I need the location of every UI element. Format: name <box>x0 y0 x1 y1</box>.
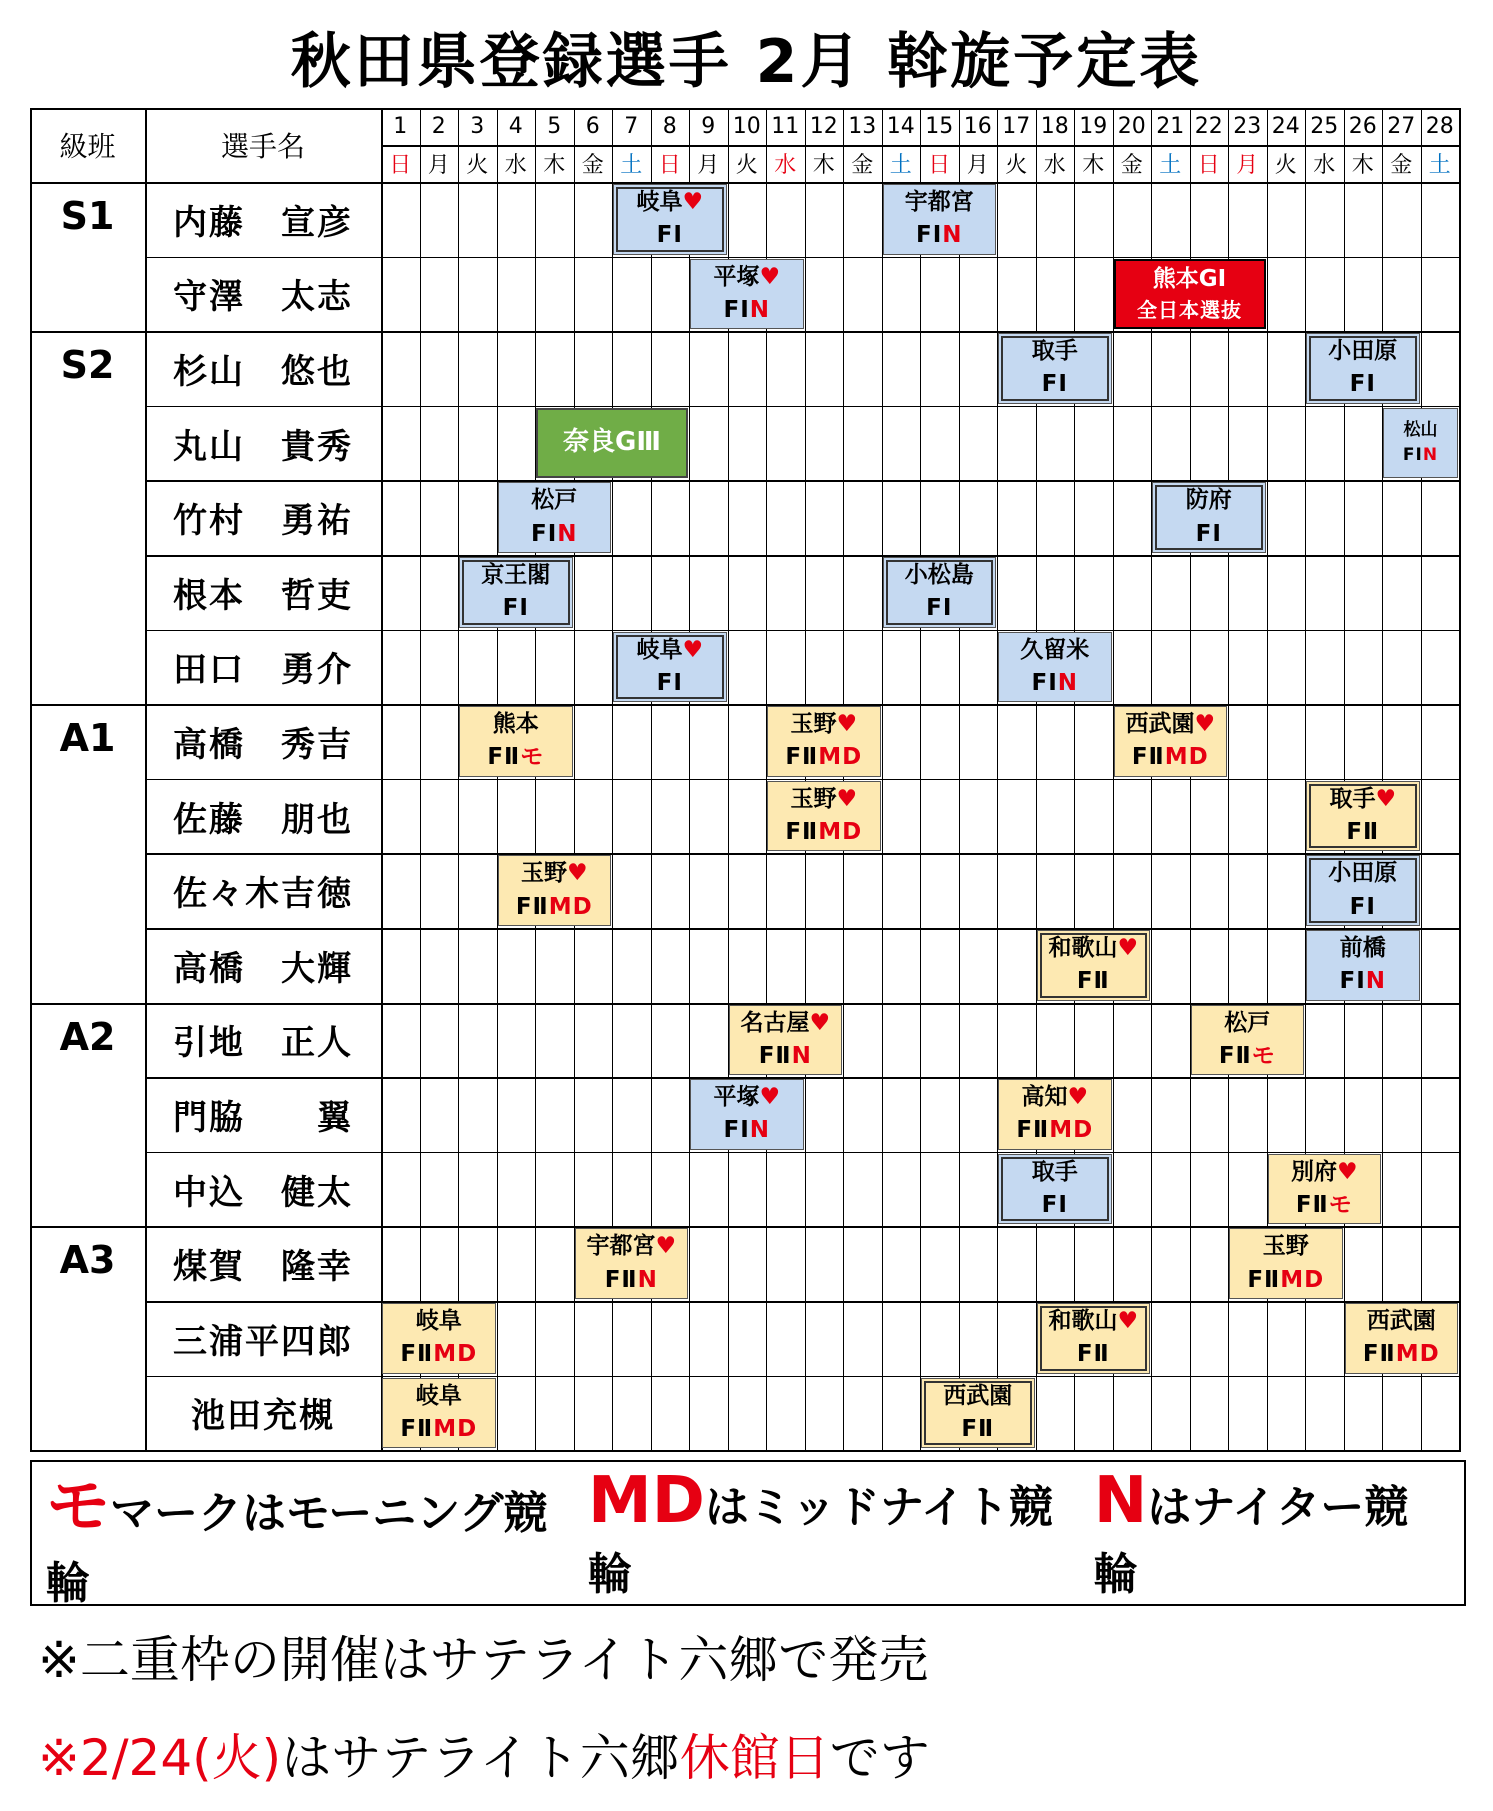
heart-icon: ♥ <box>1336 1158 1358 1185</box>
event-type-mark: MD <box>1164 744 1209 771</box>
grid-line <box>30 108 32 1450</box>
event-venue: 高知♥ <box>1021 1084 1089 1111</box>
rider-name: 根本 哲吏 <box>173 575 353 616</box>
event-grade: FⅠ <box>1349 893 1376 920</box>
event-type-mark: MD <box>433 1341 478 1368</box>
heart-icon: ♥ <box>809 1009 831 1036</box>
event-block <box>536 408 688 479</box>
event-grade: FⅡMD <box>1131 744 1209 771</box>
day-number: 13 <box>848 114 877 139</box>
heart-icon: ♥ <box>1375 785 1397 812</box>
grid-line <box>805 108 806 1450</box>
event-grade: FⅠN <box>1402 445 1439 466</box>
day-weekday: 月 <box>697 153 720 178</box>
day-number: 9 <box>701 114 716 139</box>
event-venue: 小田原 <box>1328 338 1398 365</box>
event-block <box>613 184 727 255</box>
grid-line <box>145 853 1461 855</box>
event-grade: FⅠN <box>1339 968 1387 995</box>
event-grade: FⅡN <box>604 1266 658 1293</box>
event-block <box>1229 1228 1343 1299</box>
day-weekday: 木 <box>1351 153 1374 178</box>
legend-morning <box>46 1455 588 1611</box>
heart-icon: ♥ <box>759 1084 781 1111</box>
event-grade: FⅠN <box>723 296 771 323</box>
legend-morning-text: マークはモーニング競輪 <box>46 1488 548 1609</box>
day-weekday: 土 <box>1428 153 1451 178</box>
grid-line <box>1344 108 1345 1450</box>
day-weekday: 金 <box>1390 153 1413 178</box>
day-weekday: 水 <box>504 153 527 178</box>
event-venue: 京王閣 <box>481 561 551 588</box>
page-title: 秋田県登録選手 2月 斡旋予定表 <box>290 27 1203 97</box>
day-number: 6 <box>585 114 600 139</box>
event-venue: 西武園 <box>1366 1307 1436 1334</box>
event-block <box>690 259 804 330</box>
event-type-mark: MD <box>548 893 593 920</box>
rider-name: 守澤 太志 <box>173 277 353 318</box>
day-number: 2 <box>431 114 446 139</box>
day-weekday: 月 <box>1236 153 1259 178</box>
day-number: 26 <box>1348 114 1377 139</box>
heart-icon: ♥ <box>1117 1307 1139 1334</box>
event-block <box>498 855 612 926</box>
event-venue: 西武園♥ <box>1125 711 1216 738</box>
grid-line <box>1421 108 1422 1450</box>
grid-line <box>959 108 960 1450</box>
event-venue: 別府♥ <box>1290 1158 1358 1185</box>
day-number: 20 <box>1117 114 1146 139</box>
day-weekday: 木 <box>812 153 835 178</box>
event-type-mark: モ <box>520 744 545 771</box>
grid-line <box>1036 108 1037 1450</box>
rider-name: 田口 勇介 <box>173 650 353 691</box>
grid-line <box>997 108 998 1450</box>
event-grade: FⅡMD <box>1016 1117 1094 1144</box>
event-type-mark: MD <box>1049 1117 1094 1144</box>
grid-line <box>1459 108 1461 1450</box>
event-block <box>459 706 573 777</box>
event-block <box>1306 855 1420 926</box>
event-block <box>613 632 727 703</box>
event-grade: FⅠ <box>1041 371 1068 398</box>
day-number: 16 <box>963 114 992 139</box>
event-grade: FⅠ <box>656 222 683 249</box>
event-block <box>382 1303 496 1374</box>
rider-name: 丸山 貴秀 <box>173 426 353 467</box>
legend-midnight-mark: MD <box>588 1464 705 1538</box>
note-closed-highlight: 休館日 <box>679 1729 830 1787</box>
legend-midnight-text: はミッドナイト競輪 <box>588 1482 1053 1600</box>
day-number: 28 <box>1425 114 1454 139</box>
grid-line <box>30 704 1461 706</box>
event-grade: FⅡMD <box>785 744 863 771</box>
event-venue: 玉野♥ <box>790 711 858 738</box>
header-class: 級班 <box>59 130 116 163</box>
grid-line <box>381 108 383 1450</box>
class-label: S1 <box>60 194 115 238</box>
event-type-mark: N <box>1057 669 1079 696</box>
event-grade: FⅡ <box>1076 1341 1110 1368</box>
event-block <box>459 557 573 628</box>
event-block <box>498 482 612 553</box>
day-weekday: 火 <box>735 153 758 178</box>
event-block <box>1037 1303 1151 1374</box>
event-type-mark: N <box>749 296 771 323</box>
event-grade: FⅠN <box>915 222 963 249</box>
event-venue: 小松島 <box>904 561 974 588</box>
grid-line <box>497 108 498 1450</box>
event-type-mark: MD <box>1280 1266 1325 1293</box>
event-block <box>1191 1005 1305 1076</box>
event-venue: 平塚♥ <box>713 263 781 290</box>
event-block <box>1383 408 1458 479</box>
event-venue: 岐阜♥ <box>636 188 704 215</box>
event-type-mark: モ <box>1328 1192 1353 1219</box>
day-weekday: 水 <box>1313 153 1336 178</box>
event-grade: FⅡN <box>758 1042 812 1069</box>
event-venue: 平塚♥ <box>713 1084 781 1111</box>
grid-line <box>145 1376 1461 1378</box>
grid-line <box>30 1450 1461 1452</box>
note-closed-middle: はサテライト六郷 <box>281 1729 680 1787</box>
rider-name: 引地 正人 <box>173 1023 353 1064</box>
note-closed-day <box>38 1718 930 1790</box>
legend-midnight <box>588 1464 1094 1602</box>
day-number: 17 <box>1002 114 1031 139</box>
day-weekday: 土 <box>889 153 912 178</box>
heart-icon: ♥ <box>836 711 858 738</box>
rider-name: 中込 健太 <box>173 1172 353 1213</box>
day-number: 23 <box>1233 114 1262 139</box>
heart-icon: ♥ <box>1194 711 1216 738</box>
rider-name: 煤賀 隆幸 <box>173 1247 353 1288</box>
event-grade: FⅡMD <box>400 1341 478 1368</box>
event-block <box>998 1079 1112 1150</box>
event-block <box>1345 1303 1459 1374</box>
event-type-mark: モ <box>1251 1042 1276 1069</box>
heart-icon: ♥ <box>682 188 704 215</box>
day-number: 19 <box>1079 114 1108 139</box>
event-type-mark: N <box>1365 968 1387 995</box>
day-weekday: 火 <box>1274 153 1297 178</box>
grid-line <box>30 331 1461 333</box>
event-type-mark: MD <box>433 1415 478 1442</box>
event-venue: 宇都宮 <box>904 188 974 215</box>
day-number: 8 <box>662 114 677 139</box>
day-weekday: 水 <box>1043 153 1066 178</box>
day-number: 4 <box>508 114 523 139</box>
day-number: 3 <box>470 114 485 139</box>
event-grade: FⅠN <box>1031 669 1079 696</box>
event-type-mark: N <box>637 1266 658 1293</box>
event-type-mark: N <box>791 1042 812 1069</box>
event-grade: FⅡMD <box>785 819 863 846</box>
day-weekday: 日 <box>389 153 412 178</box>
grid-line <box>882 108 883 1450</box>
event-venue: 玉野♥ <box>520 860 588 887</box>
event-venue: 取手♥ <box>1329 785 1397 812</box>
event-block <box>921 1378 1035 1449</box>
event-grade: FⅠN <box>723 1117 771 1144</box>
event-block <box>998 1154 1112 1225</box>
event-block <box>690 1079 804 1150</box>
event-grade: FⅠ <box>1195 520 1222 547</box>
class-label: S2 <box>60 343 115 388</box>
event-block <box>1306 930 1420 1001</box>
event-block <box>1306 333 1420 404</box>
day-weekday: 水 <box>774 153 797 178</box>
day-weekday: 金 <box>581 153 604 178</box>
grid-line <box>30 108 1461 110</box>
legend-morning-mark: モ <box>46 1470 110 1544</box>
header-name: 選手名 <box>220 130 305 163</box>
event-venue: 岐阜♥ <box>636 636 704 663</box>
grid-line <box>145 1301 1461 1303</box>
day-weekday: 土 <box>620 153 643 178</box>
day-weekday: 木 <box>543 153 566 178</box>
event-type-mark: N <box>942 222 963 249</box>
class-label: A1 <box>59 716 116 761</box>
legend-nighter-text: はナイター競輪 <box>1093 1482 1409 1600</box>
day-weekday: 月 <box>966 153 989 178</box>
grid-line <box>145 630 1461 632</box>
event-type-mark: MD <box>818 744 863 771</box>
rider-name: 池田充槻 <box>191 1396 335 1437</box>
event-grade: FⅠN <box>530 520 578 547</box>
event-venue: 久留米 <box>1020 636 1090 663</box>
grid-line <box>381 145 1461 147</box>
grid-line <box>145 1152 1461 1154</box>
event-block <box>767 781 881 852</box>
event-block <box>1152 482 1266 553</box>
event-grade: FⅠ <box>1041 1192 1068 1219</box>
day-number: 21 <box>1156 114 1185 139</box>
day-number: 25 <box>1310 114 1339 139</box>
event-grade: 全日本選抜 <box>1137 298 1242 323</box>
event-grade: FⅡ <box>961 1415 995 1442</box>
event-venue: 和歌山♥ <box>1048 1307 1139 1334</box>
event-block <box>1306 781 1420 852</box>
grid-line <box>145 406 1461 408</box>
event-grade: FⅠ <box>656 669 683 696</box>
event-grade: FⅡ <box>1346 819 1380 846</box>
day-number: 22 <box>1194 114 1223 139</box>
day-number: 10 <box>732 114 761 139</box>
day-number: 11 <box>771 114 800 139</box>
grid-line <box>30 182 1461 184</box>
rider-name: 門脇 翼 <box>173 1097 353 1138</box>
event-venue: 岐阜 <box>415 1307 462 1334</box>
day-number: 27 <box>1387 114 1416 139</box>
rider-name: 高橋 秀吉 <box>173 724 353 765</box>
rider-name: 竹村 勇祐 <box>173 501 353 542</box>
rider-name: 内藤 宣彦 <box>173 202 353 243</box>
event-grade: FⅡMD <box>1247 1266 1325 1293</box>
grid-line <box>145 928 1461 930</box>
event-venue: 宇都宮♥ <box>586 1233 677 1260</box>
event-venue: 熊本GⅠ <box>1152 265 1227 292</box>
grid-line <box>535 108 536 1450</box>
event-venue: 取手 <box>1031 338 1078 365</box>
day-weekday: 月 <box>427 153 450 178</box>
legend-nighter <box>1094 1464 1450 1602</box>
event-venue: 前橋 <box>1339 934 1386 961</box>
day-weekday: 日 <box>1197 153 1220 178</box>
event-block <box>1114 706 1228 777</box>
event-type-mark: N <box>1422 445 1439 466</box>
grid-line <box>1074 108 1075 1450</box>
day-number: 5 <box>547 114 562 139</box>
legend-nighter-mark: N <box>1093 1464 1148 1538</box>
grid-line <box>458 108 459 1450</box>
event-block <box>1114 259 1266 330</box>
event-type-mark: N <box>749 1117 771 1144</box>
rider-name: 高橋 大輝 <box>173 948 353 989</box>
heart-icon: ♥ <box>682 636 704 663</box>
event-venue: 玉野 <box>1262 1233 1309 1260</box>
event-type-mark: MD <box>1395 1341 1440 1368</box>
note-satellite: ※二重枠の開催はサテライト六郷で発売 <box>38 1631 929 1689</box>
event-venue: 熊本 <box>492 711 539 738</box>
event-grade: FⅡ <box>1076 968 1110 995</box>
event-block <box>1037 930 1151 1001</box>
rider-name: 佐藤 朋也 <box>173 799 353 840</box>
event-grade: FⅡMD <box>400 1415 478 1442</box>
heart-icon: ♥ <box>655 1233 677 1260</box>
rider-name: 杉山 悠也 <box>173 351 353 392</box>
event-grade: FⅡMD <box>1362 1341 1440 1368</box>
event-block <box>382 1378 496 1449</box>
event-block <box>998 333 1112 404</box>
note-closed-suffix: です <box>829 1729 930 1787</box>
rider-name: 三浦平四郎 <box>173 1321 353 1362</box>
day-weekday: 金 <box>851 153 874 178</box>
day-number: 12 <box>809 114 838 139</box>
event-block <box>575 1228 689 1299</box>
class-label: A3 <box>59 1238 116 1283</box>
day-weekday: 金 <box>1120 153 1143 178</box>
event-grade: FⅡモ <box>1218 1042 1276 1069</box>
class-label: A2 <box>59 1014 116 1059</box>
grid-line <box>420 108 421 1450</box>
day-weekday: 土 <box>1159 153 1182 178</box>
grid-line <box>920 108 921 1450</box>
event-type-mark: N <box>557 520 578 547</box>
day-weekday: 火 <box>1005 153 1028 178</box>
day-number: 7 <box>624 114 639 139</box>
event-block <box>1268 1154 1382 1225</box>
note-closed-date: ※2/24(火) <box>38 1729 282 1787</box>
day-weekday: 木 <box>1082 153 1105 178</box>
grid-line <box>145 555 1461 557</box>
event-block <box>998 632 1112 703</box>
event-grade: FⅡモ <box>1295 1192 1353 1219</box>
day-number: 1 <box>393 114 408 139</box>
event-venue: 防府 <box>1185 487 1232 514</box>
event-venue: 名古屋♥ <box>740 1009 831 1036</box>
day-number: 14 <box>886 114 915 139</box>
heart-icon: ♥ <box>1067 1084 1089 1111</box>
grid-line <box>145 108 147 1450</box>
heart-icon: ♥ <box>836 785 858 812</box>
grid-line <box>1382 108 1383 1450</box>
rider-name: 佐々木吉徳 <box>173 874 353 915</box>
event-block <box>767 706 881 777</box>
heart-icon: ♥ <box>1117 934 1139 961</box>
event-venue: 松戸 <box>1224 1009 1271 1036</box>
event-venue: 取手 <box>1031 1158 1078 1185</box>
legend-box <box>30 1460 1466 1609</box>
event-venue: 松戸 <box>531 487 578 514</box>
event-venue: 岐阜 <box>415 1382 462 1409</box>
event-venue: 松山 <box>1403 420 1438 441</box>
day-number: 24 <box>1271 114 1300 139</box>
event-venue: 和歌山♥ <box>1048 934 1139 961</box>
heart-icon: ♥ <box>566 860 588 887</box>
event-block <box>883 184 997 255</box>
event-venue: 奈良GⅢ <box>563 427 661 458</box>
grid-line <box>843 108 844 1450</box>
day-weekday: 火 <box>466 153 489 178</box>
event-grade: FⅠ <box>1349 371 1376 398</box>
event-grade: FⅡMD <box>515 893 593 920</box>
event-block <box>729 1005 843 1076</box>
event-type-mark: MD <box>818 819 863 846</box>
event-venue: 玉野♥ <box>790 785 858 812</box>
event-venue: 西武園 <box>943 1382 1013 1409</box>
event-grade: FⅠ <box>926 595 953 622</box>
day-weekday: 日 <box>928 153 951 178</box>
day-number: 18 <box>1040 114 1069 139</box>
heart-icon: ♥ <box>759 263 781 290</box>
event-venue: 小田原 <box>1328 860 1398 887</box>
event-grade: FⅡモ <box>487 744 545 771</box>
day-number: 15 <box>925 114 954 139</box>
day-weekday: 日 <box>658 153 681 178</box>
event-grade: FⅠ <box>502 595 529 622</box>
event-block <box>883 557 997 628</box>
